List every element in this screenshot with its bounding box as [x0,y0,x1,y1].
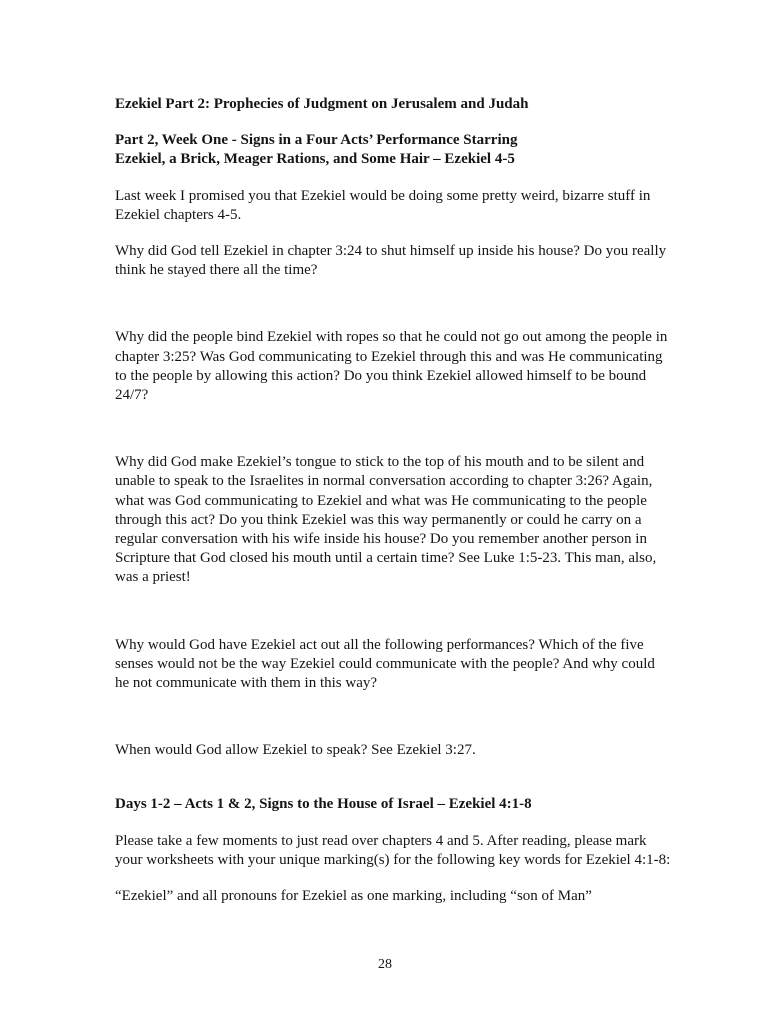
subtitle-line-2: Ezekiel, a Brick, Meager Rations, and Some Hair – Ezekiel 4-5 [115,151,515,168]
instructions-paragraph: Please take a few moments to just read over chapters 4 and 5. After reading, please mark your worksheets with your unique marking(s) for the following key words for Ezekiel 4:1-8: [115,832,671,868]
question-paragraph-5: When would God allow Ezekiel to speak? See Ezekiel 3:27. [115,742,476,759]
keyword-marking-note: “Ezekiel” and all pronouns for Ezekiel as one marking, including “son of Man” [115,888,592,905]
question-paragraph-1: Why did God tell Ezekiel in chapter 3:24 to shut himself up inside his house? Do you really think he stayed there all the time? [115,243,667,279]
document-subtitle [115,131,671,169]
section-heading-days-1-2: Days 1-2 – Acts 1 & 2, Signs to the House of Israel – Ezekiel 4:1-8 [115,796,532,813]
page-number: 28 [378,957,392,972]
document-title: Ezekiel Part 2: Prophecies of Judgment on Jerusalem and Judah [115,96,529,112]
question-paragraph-2: Why did the people bind Ezekiel with ropes so that he could not go out among the people in chapter 3:25? Was God communicating to Ezekiel through this and was He communicating to the people by allowing this action? Do you think Ezekiel allowed himself to be bound 24/7? [115,329,668,404]
question-paragraph-3: Why did God make Ezekiel’s tongue to stick to the top of his mouth and to be silent and unable to speak to the Israelites in normal conversation according to chapter 3:26? Again, what was God communicating to Ezekiel and what was He communicating to the people through this act? Do you think Ezekiel was this way permanently or could he carry on a regular conversation with his wife inside his house? Do you remember another person in Scripture that God closed his mouth until a certain time? See Luke 1:5-23. This man, also, was a priest! [115,454,657,586]
intro-paragraph: Last week I promised you that Ezekiel would be doing some pretty weird, bizarre stuff in Ezekiel chapters 4-5. [115,187,651,223]
document-content [115,95,671,906]
question-paragraph-4: Why would God have Ezekiel act out all the following performances? Which of the five senses would not be the way Ezekiel could communicate with the people? And why could he not communicate with them in this way? [115,636,655,692]
subtitle-line-1: Part 2, Week One - Signs in a Four Acts’ Performance Starring [115,132,518,149]
